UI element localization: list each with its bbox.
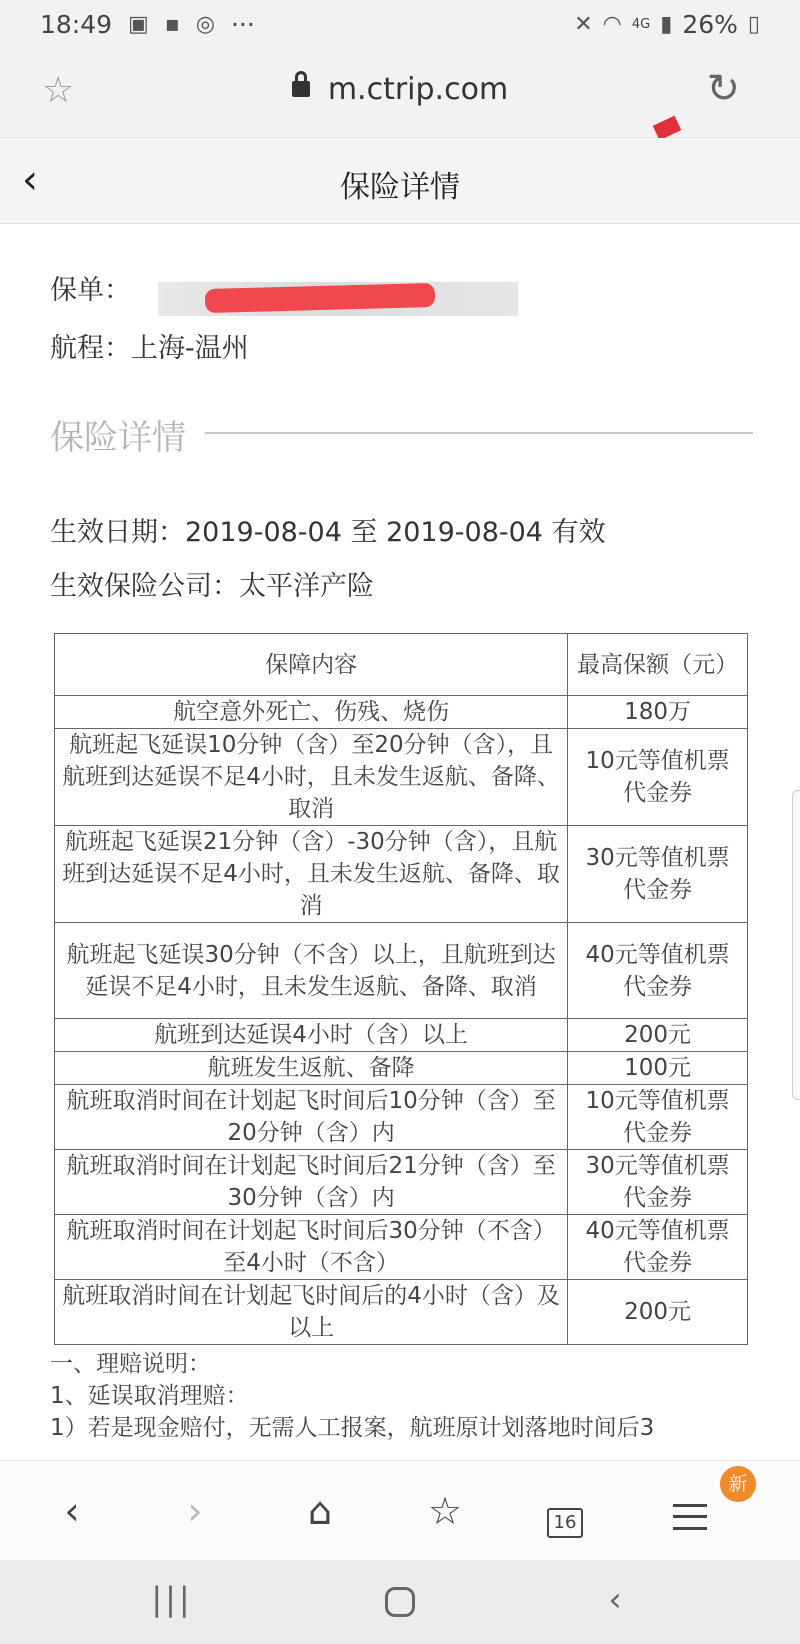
status-bar — [0, 0, 800, 48]
mute-icon: ✕ — [574, 11, 593, 37]
address-field[interactable] — [0, 72, 800, 107]
home-icon: ⌂ — [307, 1489, 333, 1533]
table-row — [55, 1150, 748, 1215]
gallery-icon: ▣ — [128, 11, 149, 37]
more-notifications: ··· — [230, 9, 255, 39]
bookmark-star-icon[interactable]: ☆ — [42, 70, 75, 111]
home-circle-icon — [385, 1587, 415, 1617]
wifi-icon: ◠ — [602, 11, 622, 37]
header-max-amount: 最高保额（元） — [568, 634, 748, 696]
claims-description — [50, 1348, 654, 1444]
header-coverage-content: 保障内容 — [55, 634, 568, 696]
coverage-cell: 航班起飞延误10分钟（含）至20分钟（含），且航班到达延误不足4小时，且未发生返航、备降、取消 — [55, 729, 568, 826]
route-label: 航程： — [50, 333, 131, 364]
section-divider — [205, 432, 753, 434]
table-row — [55, 1019, 748, 1052]
insurance-company: 生效保险公司：太平洋产险 — [50, 571, 374, 602]
system-navigation-bar — [0, 1560, 800, 1644]
route-value: 上海-温州 — [131, 333, 249, 364]
table-row — [55, 696, 748, 729]
table-row — [55, 1052, 748, 1085]
coverage-table — [54, 633, 748, 1345]
new-badge: 新 — [720, 1466, 756, 1502]
amount-cell: 100元 — [568, 1052, 748, 1085]
url-text: m.ctrip.com — [327, 72, 509, 107]
browser-bottom-toolbar — [0, 1460, 800, 1560]
coverage-cell: 航班到达延误4小时（含）以上 — [55, 1019, 568, 1052]
amount-cell: 30元等值机票代金券 — [568, 1150, 748, 1215]
table-header-row — [55, 634, 748, 696]
battery-percent: 26% — [682, 9, 738, 39]
page-title: 保险详情 — [340, 170, 460, 205]
menu-icon — [673, 1504, 707, 1530]
bookmark-list-icon: ☆ — [427, 1489, 463, 1533]
table-row — [55, 1085, 748, 1150]
back-nav-button[interactable]: ‹ — [64, 1489, 80, 1533]
table-row — [55, 1280, 748, 1345]
forward-nav-button[interactable]: › — [187, 1489, 203, 1533]
claims-heading: 一、理赔说明： — [50, 1351, 211, 1377]
amount-cell: 40元等值机票代金券 — [568, 923, 748, 1019]
app-notification-icon: ◎ — [195, 11, 215, 37]
coverage-cell: 航班取消时间在计划起飞时间后的4小时（含）及以上 — [55, 1280, 568, 1345]
amount-cell: 200元 — [568, 1280, 748, 1345]
coverage-cell: 航班取消时间在计划起飞时间后30分钟（不含）至4小时（不含） — [55, 1215, 568, 1280]
tabs-count: 16 — [547, 1508, 583, 1538]
message-icon: ▪ — [164, 11, 180, 37]
status-time: 18:49 — [40, 9, 113, 39]
coverage-cell: 航班起飞延误30分钟（不含）以上，且航班到达延误不足4小时，且未发生返航、备降、取消 — [55, 923, 568, 1019]
coverage-cell: 航班发生返航、备降 — [55, 1052, 568, 1085]
back-button[interactable]: ‹ — [22, 157, 38, 203]
browser-url-bar — [0, 48, 800, 138]
home-button[interactable] — [290, 1489, 350, 1533]
claims-line: 1）若是现金赔付，无需人工报案，航班原计划落地时间后3 — [50, 1415, 655, 1441]
amount-cell: 30元等值机票代金券 — [568, 826, 748, 923]
bookmarks-button[interactable] — [415, 1489, 475, 1533]
table-row — [55, 729, 748, 826]
lock-icon — [292, 81, 310, 97]
amount-cell: 10元等值机票代金券 — [568, 729, 748, 826]
home-system-button[interactable] — [370, 1580, 430, 1620]
coverage-cell: 航班取消时间在计划起飞时间后21分钟（含）至30分钟（含）内 — [55, 1150, 568, 1215]
menu-button[interactable] — [660, 1489, 720, 1533]
page-header — [0, 138, 800, 224]
coverage-cell: 航班取消时间在计划起飞时间后10分钟（含）至20分钟（含）内 — [55, 1085, 568, 1150]
battery-icon: ▯ — [747, 11, 760, 37]
network-type: 4G — [631, 16, 651, 32]
amount-cell: 40元等值机票代金券 — [568, 1215, 748, 1280]
policy-label: 保单： — [50, 275, 131, 306]
scroll-handle[interactable] — [792, 790, 800, 1100]
system-back-button[interactable]: ‹ — [608, 1580, 622, 1620]
coverage-cell: 航空意外死亡、伤残、烧伤 — [55, 696, 568, 729]
signal-icon: ▮ — [660, 11, 673, 37]
claims-subheading: 1、延误取消理赔： — [50, 1383, 249, 1409]
amount-cell: 10元等值机票代金券 — [568, 1085, 748, 1150]
section-title: 保险详情 — [50, 418, 186, 458]
effective-date: 生效日期：2019-08-04 至 2019-08-04 有效 — [50, 517, 606, 548]
table-row — [55, 923, 748, 1019]
table-row — [55, 826, 748, 923]
amount-cell: 180万 — [568, 696, 748, 729]
table-row — [55, 1215, 748, 1280]
recent-apps-button[interactable]: ||| — [151, 1580, 193, 1618]
route-row — [50, 326, 249, 365]
tabs-button[interactable] — [535, 1489, 595, 1534]
reload-icon[interactable]: ↻ — [706, 66, 740, 112]
coverage-cell: 航班起飞延误21分钟（含）-30分钟（含），且航班到达延误不足4小时，且未发生返航、备降、取消 — [55, 826, 568, 923]
amount-cell: 200元 — [568, 1019, 748, 1052]
